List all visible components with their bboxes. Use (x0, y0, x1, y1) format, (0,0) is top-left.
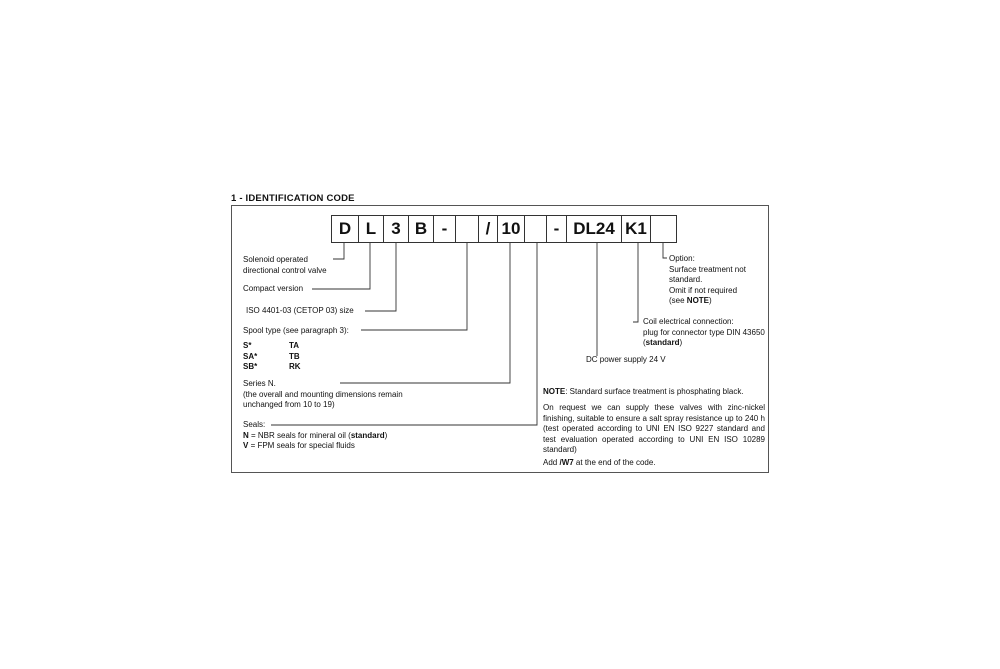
note-line-1 (543, 387, 765, 398)
note-paragraph: On request we can supply these valves with zinc-nickel finishing, suitable to ensure a salt spray resistance up to 240 h (test operated according to UNI EN ISO 9227 standard and test evaluation operated according to UNI EN ISO 10289 standard) (543, 403, 765, 454)
label-option-line-2: Surface treatment not (669, 264, 746, 274)
note-label: NOTE (543, 387, 566, 396)
label-solenoid-line-1: Solenoid operated (243, 255, 308, 264)
label-iso: ISO 4401-03 (CETOP 03) size (246, 306, 354, 315)
label-series-line-2: (the overall and mounting dimensions remain (243, 389, 403, 399)
seal-n-standard: standard (350, 430, 385, 440)
note-add-post: at the end of the code. (573, 458, 656, 467)
label-seals-title: Seals: (243, 420, 266, 429)
spool-list-col-2 (289, 341, 301, 373)
code-cell-series: 10 (497, 215, 525, 243)
seal-code-v: V (243, 441, 249, 450)
label-option-line-3: standard. (669, 275, 703, 284)
spool-s: S* (243, 341, 252, 350)
spool-tb: TB (289, 351, 300, 361)
label-solenoid-line-2: directional control valve (243, 265, 327, 275)
label-compact: Compact version (243, 284, 304, 293)
seal-n-close: ) (384, 430, 388, 440)
seal-v-text: = FPM seals for special fluids (248, 441, 355, 450)
label-seals-n (243, 431, 387, 442)
label-series-line-3: unchanged from 10 to 19) (243, 400, 335, 409)
coil-open: ( (643, 338, 646, 347)
label-option-line-1: Option: (669, 254, 695, 263)
leader-coil (633, 243, 638, 322)
coil-standard: standard (645, 338, 680, 347)
seal-code-n: N (243, 430, 249, 440)
label-spool-title: Spool type (see paragraph 3): (243, 326, 349, 335)
spool-ta: TA (289, 341, 300, 350)
label-option-line-5 (669, 296, 746, 307)
leader-series (340, 243, 510, 383)
label-seals-v (243, 441, 387, 452)
section-heading: 1 - IDENTIFICATION CODE (231, 193, 355, 204)
note-add-line (543, 458, 765, 469)
code-cell-coil: K1 (621, 215, 651, 243)
code-cell-b: B (408, 215, 434, 243)
note-text: : Standard surface treatment is phosphating black. (565, 387, 744, 396)
code-cell-d: D (331, 215, 359, 243)
option-see: (see (669, 296, 687, 305)
code-cell-dash-1: - (433, 215, 456, 243)
label-series (243, 379, 403, 411)
code-cell-l: L (358, 215, 384, 243)
code-cell-slash: / (478, 215, 498, 243)
code-cell-dash-2: - (546, 215, 567, 243)
label-coil (643, 317, 765, 349)
label-coil-line-1: Coil electrical connection: (643, 317, 734, 326)
spool-rk: RK (289, 362, 301, 371)
label-series-line-1: Series N. (243, 379, 276, 388)
spool-list-col-1 (243, 341, 257, 373)
label-coil-line-2: plug for connector type DIN 43650 (643, 327, 765, 337)
spool-sb: SB* (243, 362, 258, 371)
label-solenoid (243, 255, 327, 276)
seal-n-text: = NBR seals for mineral oil ( (248, 430, 351, 440)
leader-spool (361, 243, 467, 330)
code-cell-voltage: DL24 (566, 215, 622, 243)
coil-close: ) (679, 338, 683, 347)
label-dc-supply: DC power supply 24 V (586, 355, 666, 364)
label-option-line-4: Omit if not required (669, 285, 738, 295)
label-option (669, 254, 746, 307)
note-add-code: /W7 (559, 458, 574, 467)
leader-solenoid (333, 243, 344, 259)
leader-option (663, 243, 667, 258)
label-coil-line-3 (643, 338, 765, 349)
option-note-ref: NOTE (686, 296, 710, 305)
spool-sa: SA* (243, 351, 258, 361)
label-seals (243, 420, 387, 452)
code-cell-size: 3 (383, 215, 409, 243)
option-close: ) (709, 296, 712, 305)
note-add-pre: Add (543, 458, 560, 467)
